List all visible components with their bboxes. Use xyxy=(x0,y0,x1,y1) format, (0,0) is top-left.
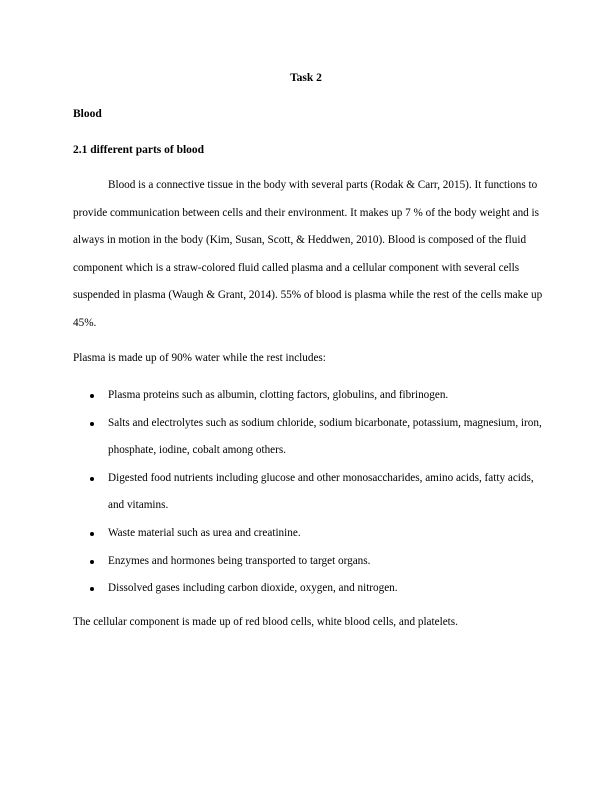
section-heading: Blood xyxy=(73,108,102,120)
bullet-icon xyxy=(90,532,94,536)
list-item-text: Waste material such as urea and creatinine. xyxy=(108,526,301,539)
intro-paragraph-text: Blood is a connective tissue in the body with several parts (Rodak & Carr, 2015). It functions to provide communication between cells and their environment. It makes up 7 % of the body weight and is always in motion in the body (Kim, Susan, Scott, & Heddwen, 2010). Blood is composed of the fluid component which is a straw-colored fluid called plasma and a cellular component with several cells suspended in plasma (Waugh & Grant, 2014). 55% of blood is plasma while the rest of the cells make up 45%. xyxy=(73,179,543,329)
list-item xyxy=(73,575,543,603)
list-item-text: Enzymes and hormones being transported to target organs. xyxy=(108,554,371,567)
bullet-icon xyxy=(90,394,94,398)
list-item xyxy=(73,520,543,548)
intro-paragraph xyxy=(73,172,543,338)
page-title: Task 2 xyxy=(290,72,322,84)
plasma-intro: Plasma is made up of 90% water while the rest includes: xyxy=(73,352,326,364)
list-item xyxy=(73,465,543,520)
list-item xyxy=(73,548,543,576)
plasma-components-list xyxy=(73,382,543,603)
list-item-text: Plasma proteins such as albumin, clotting factors, globulins, and fibrinogen. xyxy=(108,389,449,401)
list-item-text: Salts and electrolytes such as sodium chloride, sodium bicarbonate, potassium, magnesium, iron, phosphate, iodine, cobalt among others. xyxy=(108,416,542,457)
bullet-icon xyxy=(90,477,94,481)
subsection-heading: 2.1 different parts of blood xyxy=(73,144,205,156)
list-item xyxy=(73,410,543,465)
list-item-text: Dissolved gases including carbon dioxide, oxygen, and nitrogen. xyxy=(108,582,398,595)
list-item xyxy=(73,382,543,410)
bullet-icon xyxy=(90,422,94,426)
bullet-icon xyxy=(90,560,94,564)
list-item-text: Digested food nutrients including glucose and other monosaccharides, amino acids, fatty acids, and vitamins. xyxy=(108,471,534,512)
bullet-icon xyxy=(90,587,94,591)
closing-sentence: The cellular component is made up of red blood cells, white blood cells, and platelets. xyxy=(73,616,458,628)
